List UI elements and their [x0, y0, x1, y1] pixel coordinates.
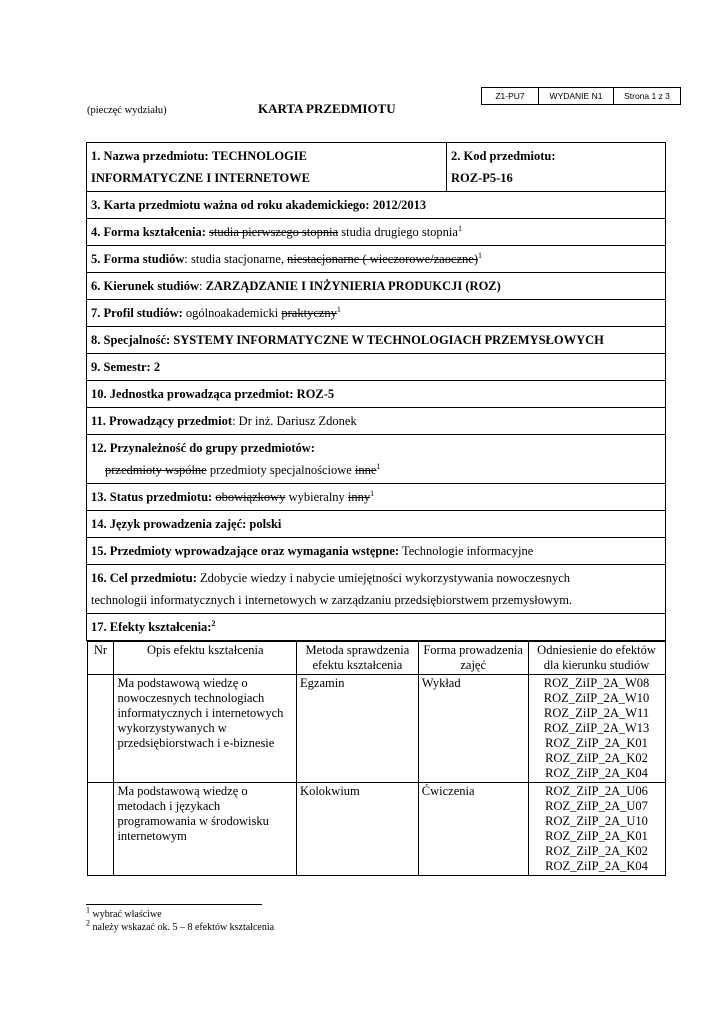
course-goal-label: 16. Cel przedmiotu:	[91, 571, 197, 585]
reference-code: ROZ_ZiIP_2A_K02	[545, 751, 648, 765]
footnote-1	[86, 905, 162, 920]
outcome-row	[87, 783, 665, 876]
course-group-label: 12. Przynależność do grupy przedmiotów:	[91, 441, 315, 455]
header-box	[481, 87, 681, 105]
footnote-ref: 1	[457, 223, 462, 233]
language-row: 14. Język prowadzenia zajęć: polski	[87, 511, 666, 538]
learning-outcomes-label: 17. Efekty kształcenia:	[91, 620, 212, 634]
reference-code: ROZ_ZiIP_2A_W11	[543, 706, 650, 720]
study-profile-label: 7. Profil studiów:	[91, 306, 183, 320]
footnote-number: 1	[86, 905, 90, 915]
footnote-ref: 1	[376, 461, 381, 471]
course-name-label: 1. Nazwa przedmiotu:	[91, 149, 209, 163]
validity-row: 3. Karta przedmiotu ważna od roku akademickiego: 2012/2013	[87, 192, 666, 219]
education-form-value: studia drugiego stopnia	[338, 225, 458, 239]
course-group-row	[87, 435, 666, 484]
lecturer-label: 11. Prowadzący przedmiot	[91, 414, 233, 428]
study-profile-struck: praktyczny	[281, 306, 337, 320]
reference-code: ROZ_ZiIP_2A_W10	[543, 691, 650, 705]
outcome-nr	[87, 675, 114, 783]
field-of-study-row	[87, 273, 666, 300]
prerequisites-label: 15. Przedmioty wprowadzające oraz wymagania wstępne:	[91, 544, 400, 558]
row-course-name	[87, 143, 666, 192]
reference-code: ROZ_ZiIP_2A_K04	[545, 859, 648, 873]
study-form-value: : studia stacjonarne,	[184, 252, 288, 266]
reference-code: ROZ_ZiIP_2A_U07	[545, 799, 648, 813]
outcome-references	[528, 675, 665, 783]
course-goal-value-line1: Zdobycie wiedzy i nabycie umiejętności wykorzystywania nowoczesnych	[196, 571, 571, 585]
document-code: Z1-PU7	[482, 88, 539, 105]
study-form-row	[87, 246, 666, 273]
col-header-nr: Nr	[87, 642, 114, 675]
learning-outcomes-table	[87, 641, 666, 876]
course-card-table	[86, 142, 666, 876]
course-code-label: 2. Kod przedmiotu:	[451, 149, 556, 163]
course-group-value: przedmioty specjalnościowe	[206, 463, 355, 477]
outcome-method: Egzamin	[297, 675, 419, 783]
col-header-form: Forma prowadzenia zajęć	[418, 642, 528, 675]
outcomes-header-row	[87, 642, 665, 675]
footnote-text: należy wskazać ok. 5 – 8 efektów kształcenia	[90, 922, 275, 933]
col-header-description: Opis efektu kształcenia	[114, 642, 297, 675]
outcome-form: Wykład	[418, 675, 528, 783]
edition-label: WYDANIE N1	[539, 88, 614, 105]
reference-code: ROZ_ZiIP_2A_W13	[543, 721, 650, 735]
lecturer-row	[87, 408, 666, 435]
education-form-struck: studia pierwszego stopnia	[209, 225, 339, 239]
footnote-ref: 1	[478, 250, 483, 260]
study-profile-row	[87, 300, 666, 327]
page-indicator: Strona 1 z 3	[614, 88, 681, 105]
field-of-study-value: ZARZĄDZANIE I INŻYNIERIA PRODUKCJI (ROZ)	[205, 279, 501, 293]
field-of-study-label: 6. Kierunek studiów	[91, 279, 200, 293]
reference-code: ROZ_ZiIP_2A_K04	[545, 766, 648, 780]
outcome-row	[87, 675, 665, 783]
status-value: wybieralny	[285, 490, 348, 504]
study-profile-value: ogólnoakademicki	[182, 306, 282, 320]
status-label: 13. Status przedmiotu:	[91, 490, 213, 504]
field-of-study-sep: :	[199, 279, 206, 293]
status-struck-2: inny	[347, 490, 371, 504]
footnote-number: 2	[86, 918, 90, 928]
outcome-description: Ma podstawową wiedzę o nowoczesnych technologiach informatycznych i internetowych wykorzystywanych w przedsiębiorstwach i e-biznesie	[114, 675, 297, 783]
outcome-nr	[87, 783, 114, 876]
course-name-value-line1: TECHNOLOGIE	[211, 149, 307, 163]
unit-row: 10. Jednostka prowadząca przedmiot: ROZ-5	[87, 381, 666, 408]
study-form-label: 5. Forma studiów	[91, 252, 185, 266]
footnote-ref: 1	[336, 304, 341, 314]
outcome-form: Ćwiczenia	[418, 783, 528, 876]
col-header-reference: Odniesienie do efektów dla kierunku studiów	[528, 642, 665, 675]
course-group-struck-1: przedmioty wspólne	[105, 463, 207, 477]
col-header-method: Metoda sprawdzenia efektu kształcenia	[297, 642, 419, 675]
course-name-value-line2: INFORMATYCZNE I INTERNETOWE	[91, 171, 311, 185]
semester-row: 9. Semestr: 2	[87, 354, 666, 381]
course-code-value: ROZ-P5-16	[451, 171, 513, 185]
study-form-struck: niestacjonarne ( wieczorowe/zaoczne)	[287, 252, 479, 266]
course-goal-row	[87, 565, 666, 614]
education-form-label: 4. Forma kształcenia:	[91, 225, 206, 239]
course-goal-value-line2: technologii informatycznych i internetowych w zarządzaniu przedsiębiorstwem przemysłowym.	[91, 593, 573, 607]
reference-code: ROZ_ZiIP_2A_U06	[545, 784, 648, 798]
prerequisites-value: Technologie informacyjne	[399, 544, 534, 558]
status-struck-1: obowiązkowy	[215, 490, 286, 504]
outcome-description: Ma podstawową wiedzę o metodach i językach programowania w środowisku internetowym	[114, 783, 297, 876]
footnote-ref: 2	[211, 618, 216, 628]
learning-outcomes-row	[87, 614, 666, 641]
reference-code: ROZ_ZiIP_2A_K01	[545, 736, 648, 750]
reference-code: ROZ_ZiIP_2A_U10	[545, 814, 648, 828]
footnote-text: wybrać właściwe	[90, 909, 162, 920]
status-row	[87, 484, 666, 511]
footnote-ref: 1	[370, 488, 375, 498]
footnote-separator	[86, 904, 262, 905]
education-form-row	[87, 219, 666, 246]
specialization-row: 8. Specjalność: SYSTEMY INFORMATYCZNE W TECHNOLOGIACH PRZEMYSŁOWYCH	[87, 327, 666, 354]
faculty-stamp-label: (pieczęć wydziału)	[87, 105, 167, 116]
lecturer-value: : Dr inż. Dariusz Zdonek	[232, 414, 357, 428]
page-title: KARTA PRZEDMIOTU	[258, 101, 396, 116]
reference-code: ROZ_ZiIP_2A_K01	[545, 829, 648, 843]
outcome-method: Kolokwium	[297, 783, 419, 876]
reference-code: ROZ_ZiIP_2A_W08	[543, 676, 650, 690]
prerequisites-row	[87, 538, 666, 565]
course-group-struck-2: inne	[354, 463, 377, 477]
footnote-2	[86, 918, 275, 933]
outcome-references	[528, 783, 665, 876]
reference-code: ROZ_ZiIP_2A_K02	[545, 844, 648, 858]
